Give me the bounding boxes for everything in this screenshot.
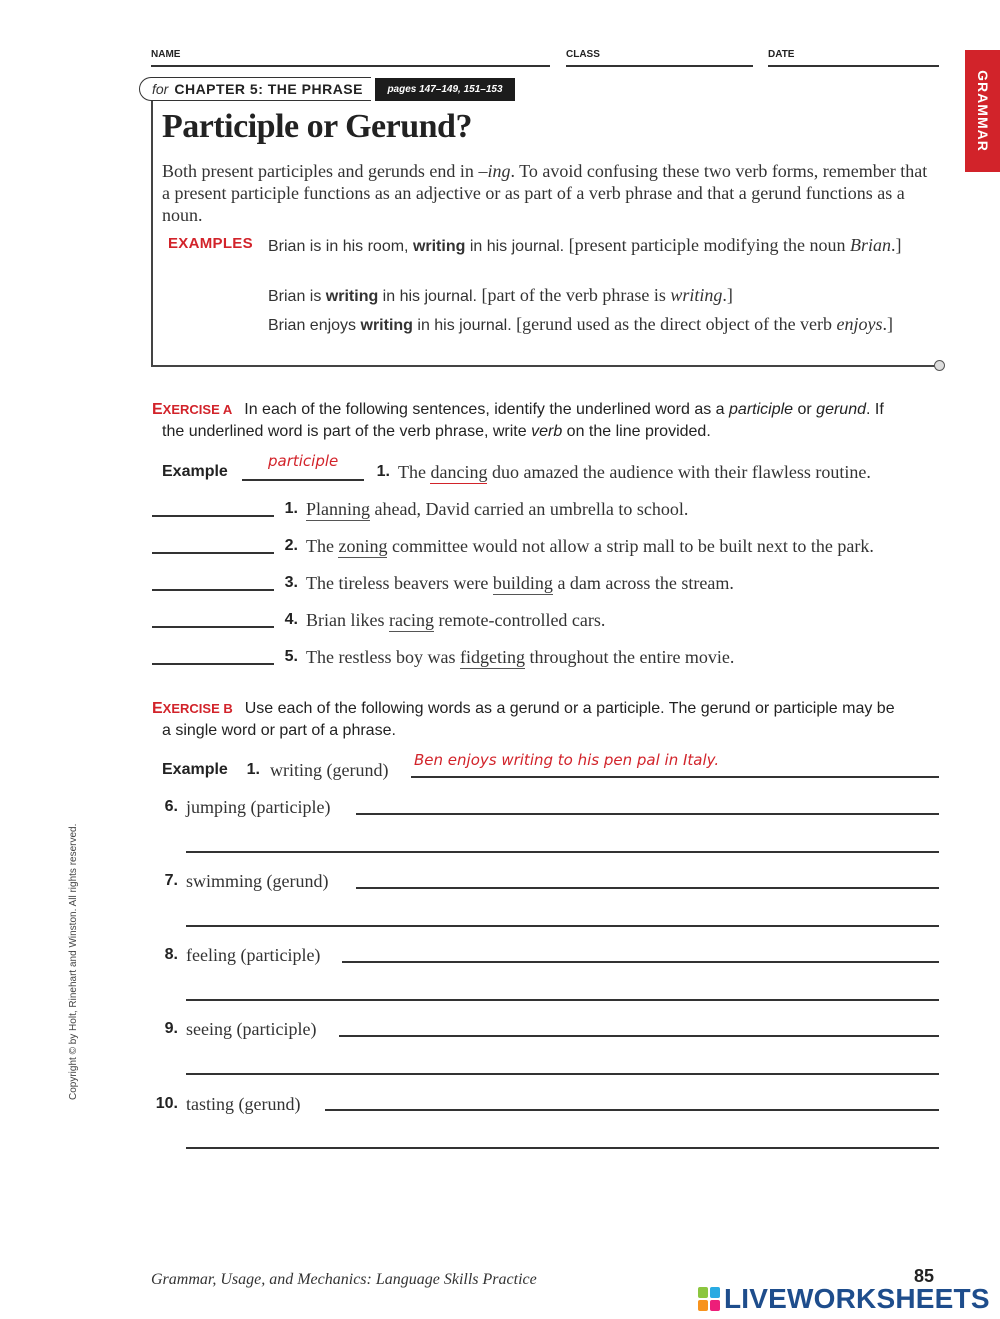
- example-2-post: in his journal.: [378, 288, 477, 305]
- name-line: [151, 65, 550, 67]
- answer-input-3[interactable]: [152, 570, 274, 590]
- exercise-b-tag: [152, 700, 233, 717]
- item-number: 3.: [284, 574, 298, 591]
- class-line: [566, 65, 753, 67]
- exercise-a-tag-first: E: [152, 401, 163, 418]
- item-number: 5.: [284, 648, 298, 665]
- item-number: 7.: [164, 872, 178, 889]
- answer-input-8b[interactable]: [186, 980, 939, 1000]
- answer-line-8b: [186, 999, 939, 1001]
- item-post: remote-controlled cars.: [433, 610, 606, 630]
- item-sentence: [306, 610, 605, 631]
- chapter-for: for: [152, 81, 169, 97]
- exercise-b-inst-1: Use each of the following words as a gerund or a participle. The gerund or participle may be: [244, 700, 895, 717]
- underlined-word: fidgeting: [459, 647, 525, 667]
- item-post: a dam across the stream.: [552, 573, 734, 593]
- item-number: 9.: [164, 1020, 178, 1037]
- name-label: NAME: [151, 49, 181, 60]
- answer-line-2: [152, 552, 274, 554]
- chapter-title: CHAPTER 5: THE PHRASE: [174, 81, 363, 97]
- answer-line-10a: [325, 1109, 939, 1111]
- liveworksheets-wordmark: LIVEWORKSHEETS: [724, 1283, 990, 1314]
- exercise-a-inst-text-2: . If: [866, 401, 884, 418]
- example-3-post: in his journal.: [412, 317, 512, 334]
- item-pre: The tireless beavers were: [306, 573, 493, 593]
- answer-line-8a: [342, 961, 939, 963]
- answer-input-1[interactable]: [152, 496, 274, 516]
- intro-paragraph: [162, 160, 932, 226]
- item-pre: The restless boy was: [306, 647, 460, 667]
- item-number: 6.: [164, 798, 178, 815]
- example-1-pre: Brian is in his room,: [268, 238, 413, 255]
- item-post: throughout the entire movie.: [524, 647, 735, 667]
- exercise-a-tag-rest: XERCISE A: [162, 402, 233, 417]
- exercise-a-example-num: 1.: [376, 463, 390, 480]
- exercise-b-example-line: [411, 776, 939, 778]
- underlined-word: zoning: [338, 536, 388, 556]
- grammar-side-tab: [965, 50, 1000, 172]
- answer-line-9b: [186, 1073, 939, 1075]
- item-prompt: tasting (gerund): [186, 1094, 301, 1114]
- frame-left-border: [151, 101, 153, 366]
- answer-input-9b[interactable]: [186, 1054, 939, 1074]
- item-sentence: [306, 647, 734, 668]
- answer-line-5: [152, 663, 274, 665]
- answer-input-7b[interactable]: [186, 906, 939, 926]
- item-pre: Brian likes: [306, 610, 389, 630]
- example-post: duo amazed the audience with their flawless routine.: [487, 462, 871, 482]
- item-sentence: [306, 573, 734, 594]
- answer-line-7b: [186, 925, 939, 927]
- answer-line-10b: [186, 1147, 939, 1149]
- underlined-word: racing: [389, 610, 434, 630]
- example-1-note-italic: Brian: [850, 235, 892, 255]
- example-1-note-end: .]: [891, 235, 902, 255]
- item-prompt: jumping (participle): [186, 797, 331, 817]
- page-number: 85: [914, 1266, 935, 1286]
- example-3-note-italic: enjoys: [836, 314, 883, 334]
- answer-input-2[interactable]: [152, 533, 274, 553]
- intro-after: . To avoid confusing these two verb forms, remember that a present participle functions as an adjective or as part of a verb phrase and that a gerund functions as a noun.: [162, 161, 928, 225]
- item-post: ahead, David carried an umbrella to school.: [370, 499, 689, 519]
- frame-end-dot: [934, 360, 945, 371]
- example-2-pre: Brian is: [268, 288, 326, 305]
- answer-line-3: [152, 589, 274, 591]
- answer-line-1: [152, 515, 274, 517]
- exercise-a-participle-word: participle: [729, 401, 794, 418]
- item-post: committee would not allow a strip mall to be built next to the park.: [387, 536, 874, 556]
- footer-book-title: Grammar, Usage, and Mechanics: Language Skills Practice: [151, 1271, 537, 1288]
- date-label: DATE: [768, 49, 795, 60]
- answer-input-5[interactable]: [152, 644, 274, 664]
- answer-line-6a: [356, 813, 939, 815]
- item-number: 4.: [284, 611, 298, 628]
- exercise-a-inst-1: [244, 401, 884, 418]
- example-1-bold: writing: [412, 238, 466, 255]
- liveworksheets-icon: [698, 1287, 720, 1311]
- example-2-note-italic: writing: [670, 285, 723, 305]
- answer-line-9a: [339, 1035, 939, 1037]
- exercise-a-or: or: [793, 401, 817, 418]
- liveworksheets-logo: [698, 1283, 990, 1315]
- example-sentence-3: [268, 313, 908, 337]
- answer-input-9a[interactable]: [339, 1016, 939, 1036]
- exercise-a-verb-word: verb: [531, 423, 563, 440]
- answer-line-4: [152, 626, 274, 628]
- chapter-pages: pages 147–149, 151–153: [375, 78, 515, 101]
- exercise-b-instructions: [152, 698, 942, 742]
- answer-input-4[interactable]: [152, 607, 274, 627]
- exercise-a-inst-text-1: In each of the following sentences, identify the underlined word as a: [244, 401, 730, 418]
- example-pre: The: [398, 462, 431, 482]
- example-3-pre: Brian enjoys: [268, 317, 361, 334]
- example-3-note: [gerund used as the direct object of the verb: [511, 314, 837, 334]
- example-2-bold: writing: [325, 288, 379, 305]
- example-1-note: [present participle modifying the noun: [564, 235, 851, 255]
- name-input[interactable]: [190, 46, 548, 64]
- intro-ing: –ing: [478, 161, 511, 181]
- grammar-tab-label: GRAMMAR: [975, 70, 991, 152]
- date-input[interactable]: [805, 46, 937, 64]
- exercise-b-inst-2: a single word or part of a phrase.: [162, 722, 396, 739]
- item-prompt: seeing (participle): [186, 1019, 317, 1039]
- exercise-a-gerund-word: gerund: [816, 401, 866, 418]
- exercise-a-inst-text-4: on the line provided.: [562, 423, 711, 440]
- answer-input-10a[interactable]: [325, 1090, 939, 1110]
- answer-line-7a: [356, 887, 939, 889]
- exercise-b-example-label: Example: [162, 761, 228, 778]
- class-input[interactable]: [605, 46, 751, 64]
- item-prompt: swimming (gerund): [186, 871, 329, 891]
- exercise-a-inst-2: [152, 421, 942, 443]
- answer-line-6b: [186, 851, 939, 853]
- item-pre: The: [306, 536, 339, 556]
- exercise-a-example-sentence: [398, 462, 871, 483]
- underlined-word: Planning: [306, 499, 371, 519]
- exercise-a-example-answer: participle: [268, 452, 339, 470]
- answer-input-8a[interactable]: [342, 942, 939, 962]
- item-number: 2.: [284, 537, 298, 554]
- copyright-notice: Copyright © by Holt, Rinehart and Winston. All rights reserved.: [68, 823, 79, 1100]
- exercise-a-instructions: [152, 399, 942, 443]
- exercise-b-example-prompt: writing (gerund): [270, 760, 389, 780]
- answer-input-7a[interactable]: [356, 868, 939, 888]
- exercise-b-tag-first: E: [152, 700, 163, 717]
- example-sentence-2: [268, 284, 908, 308]
- exercise-a-tag: [152, 401, 232, 418]
- item-number: 10.: [155, 1095, 178, 1112]
- answer-input-10b[interactable]: [186, 1128, 939, 1148]
- exercise-a-example-label: Example: [162, 463, 228, 480]
- example-2-note: [part of the verb phrase is: [476, 285, 671, 305]
- intro-before: Both present participles and gerunds end in: [162, 161, 479, 181]
- underlined-word: building: [492, 573, 553, 593]
- example-3-bold: writing: [360, 317, 413, 334]
- example-sentence-1: [268, 234, 908, 258]
- item-number: 8.: [164, 946, 178, 963]
- date-line: [768, 65, 939, 67]
- item-sentence: [306, 536, 874, 557]
- answer-input-6b[interactable]: [186, 832, 939, 852]
- exercise-b-example-answer: Ben enjoys writing to his pen pal in Italy.: [414, 751, 720, 769]
- example-2-note-end: .]: [722, 285, 733, 305]
- example-3-note-end: .]: [882, 314, 894, 334]
- item-sentence: [306, 499, 688, 520]
- examples-label: EXAMPLES: [168, 235, 253, 252]
- answer-input-6a[interactable]: [356, 794, 939, 814]
- page-title: Participle or Gerund?: [162, 108, 472, 145]
- exercise-a-example-line: [242, 479, 364, 481]
- example-underlined-word: dancing: [430, 462, 488, 482]
- exercise-a-inst-text-3: the underlined word is part of the verb phrase, write: [162, 423, 532, 440]
- example-1-post: in his journal.: [465, 238, 565, 255]
- class-label: CLASS: [566, 49, 600, 60]
- item-number: 1.: [284, 500, 298, 517]
- exercise-b-tag-rest: XERCISE B: [162, 701, 233, 716]
- item-prompt: feeling (participle): [186, 945, 321, 965]
- exercise-b-example-num: 1.: [246, 761, 260, 778]
- chapter-bar: [139, 77, 371, 101]
- frame-bottom-border: [151, 365, 937, 367]
